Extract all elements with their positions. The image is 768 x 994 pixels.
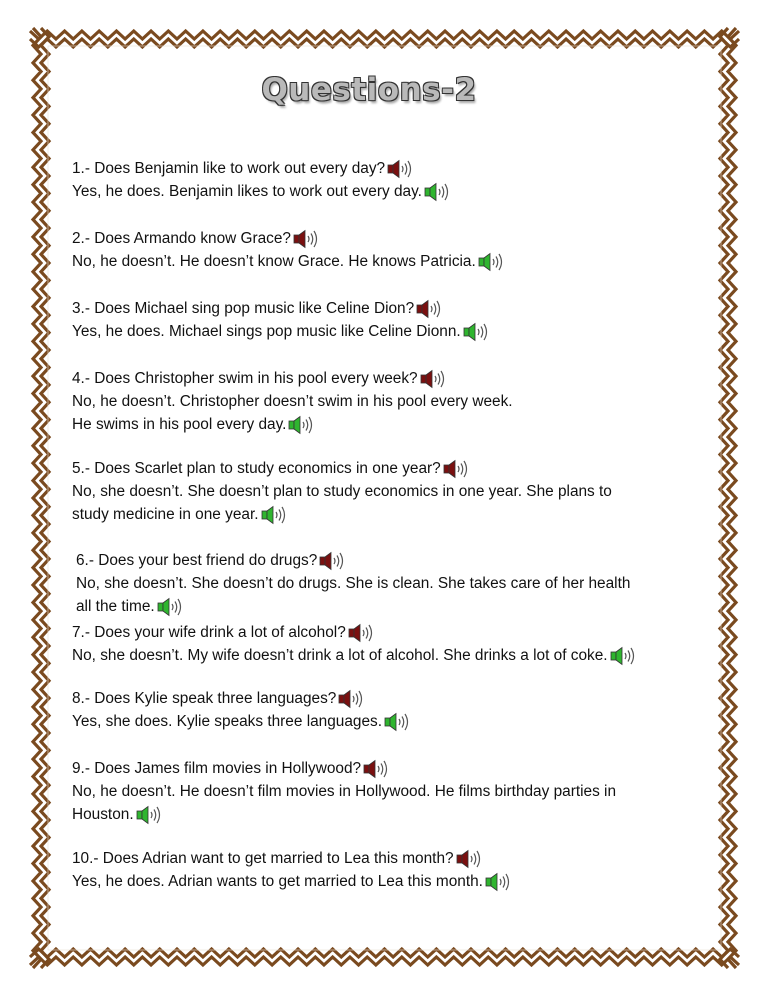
- answer-speaker-icon[interactable]: [610, 646, 638, 666]
- answer-text: No, he doesn’t. Christopher doesn’t swim in his pool every week.: [72, 393, 513, 410]
- answer-text: Yes, he does. Benjamin likes to work out every day.: [72, 183, 422, 200]
- answer-speaker-icon[interactable]: [424, 182, 452, 202]
- answer-speaker-icon[interactable]: [136, 805, 164, 825]
- question-text: 10.- Does Adrian want to get married to Lea this month?: [72, 850, 454, 867]
- question-speaker-icon[interactable]: [319, 551, 347, 571]
- answer-text: Houston.: [72, 806, 134, 823]
- qa-item: [72, 757, 616, 826]
- answer-speaker-icon[interactable]: [485, 872, 513, 892]
- answer-text: Yes, he does. Adrian wants to get married to Lea this month.: [72, 873, 483, 890]
- qa-item: [72, 227, 506, 273]
- question-speaker-icon[interactable]: [416, 299, 444, 319]
- qa-item: [72, 157, 452, 203]
- question-speaker-icon[interactable]: [363, 759, 391, 779]
- question-text: 4.- Does Christopher swim in his pool every week?: [72, 370, 418, 387]
- qa-item: [72, 457, 612, 526]
- answer-text: study medicine in one year.: [72, 506, 259, 523]
- question-speaker-icon[interactable]: [443, 459, 471, 479]
- answer-text: No, she doesn’t. She doesn’t do drugs. She is clean. She takes care of her health: [76, 575, 631, 592]
- answer-text: Yes, he does. Michael sings pop music like Celine Dionn.: [72, 323, 461, 340]
- answer-speaker-icon[interactable]: [463, 322, 491, 342]
- question-text: 1.- Does Benjamin like to work out every day?: [72, 160, 386, 177]
- qa-item: [72, 847, 513, 893]
- answer-text: No, she doesn’t. My wife doesn’t drink a lot of alcohol. She drinks a lot of coke.: [72, 647, 608, 664]
- answer-text: No, he doesn’t. He doesn’t film movies in Hollywood. He films birthday parties in: [72, 783, 617, 800]
- question-speaker-icon[interactable]: [348, 623, 376, 643]
- answer-text: He swims in his pool every day.: [72, 416, 287, 433]
- qa-item: [72, 367, 513, 436]
- question-text: 8.- Does Kylie speak three languages?: [72, 690, 337, 707]
- qa-item: [76, 549, 630, 618]
- question-text: 2.- Does Armando know Grace?: [72, 230, 291, 247]
- question-text: 5.- Does Scarlet plan to study economics in one year?: [72, 460, 441, 477]
- qa-item: [72, 297, 491, 343]
- question-speaker-icon[interactable]: [420, 369, 448, 389]
- answer-text: all the time.: [76, 598, 155, 615]
- answer-speaker-icon[interactable]: [288, 415, 316, 435]
- answer-speaker-icon[interactable]: [261, 505, 289, 525]
- answer-speaker-icon[interactable]: [478, 252, 506, 272]
- question-text: 3.- Does Michael sing pop music like Celine Dion?: [72, 300, 415, 317]
- question-speaker-icon[interactable]: [293, 229, 321, 249]
- question-speaker-icon[interactable]: [387, 159, 415, 179]
- answer-speaker-icon[interactable]: [157, 597, 185, 617]
- qa-item: [72, 621, 638, 667]
- qa-item: [72, 687, 412, 733]
- answer-text: No, she doesn’t. She doesn’t plan to study economics in one year. She plans to: [72, 483, 612, 500]
- answer-text: Yes, she does. Kylie speaks three languages.: [72, 713, 383, 730]
- answer-text: No, he doesn’t. He doesn’t know Grace. He knows Patricia.: [72, 253, 476, 270]
- answer-speaker-icon[interactable]: [384, 712, 412, 732]
- question-speaker-icon[interactable]: [338, 689, 366, 709]
- question-text: 9.- Does James film movies in Hollywood?: [72, 760, 362, 777]
- question-text: 6.- Does your best friend do drugs?: [76, 552, 318, 569]
- question-text: 7.- Does your wife drink a lot of alcohol?: [72, 624, 346, 641]
- page-title: Questions-2: [261, 72, 477, 108]
- question-speaker-icon[interactable]: [456, 849, 484, 869]
